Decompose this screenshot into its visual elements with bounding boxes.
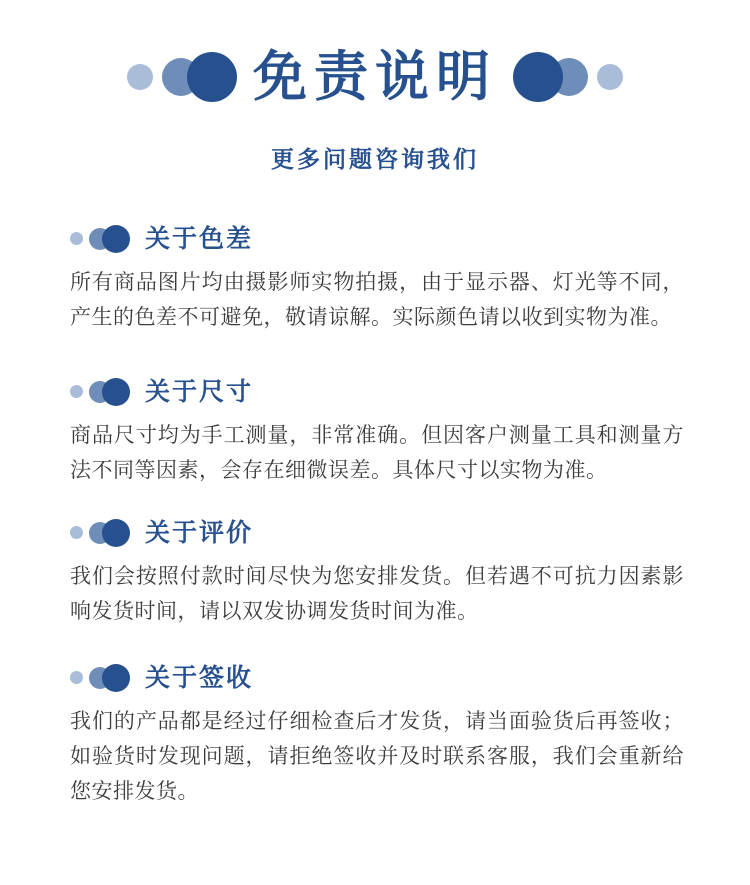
small-circle-icon [70,671,83,684]
section-title: 关于签收 [145,663,254,692]
section-heading [70,518,684,548]
section-body-text: 我们会按照付款时间尽快为您安排发货。但若遇不可抗力因素影响发货时间，请以双发协调发货时间为准。 [70,564,684,623]
section-heading [70,663,684,693]
section-title: 关于色差 [145,224,254,253]
small-circle-icon [127,64,153,90]
page-title: 免责说明 [253,47,497,107]
large-circle-icon [102,519,130,547]
section-review [70,518,684,629]
section-body-text: 商品尺寸均为手工测量，非常准确。但因客户测量工具和测量方法不同等因素，会存在细微误差。具体尺寸以实物为准。 [70,423,684,482]
large-circle-icon [102,378,130,406]
section-title: 关于尺寸 [145,377,254,406]
small-circle-icon [70,526,83,539]
title-row [0,47,750,107]
section-body-text: 所有商品图片均由摄影师实物拍摄，由于显示器、灯光等不同，产生的色差不可避免，敬请谅解。实际颜色请以收到实物为准。 [70,270,684,329]
section-body-text: 我们的产品都是经过仔细检查后才发货，请当面验货后再签收；如验货时发现问题，请拒绝签收并及时联系客服，我们会重新给您安排发货。 [70,709,684,803]
section-heading [70,224,684,254]
small-circle-icon [597,64,623,90]
section-size [70,377,684,488]
large-circle-icon [187,52,237,102]
section-title: 关于评价 [145,518,254,547]
large-circle-icon [102,664,130,692]
small-circle-icon [70,232,83,245]
title-left-dots-decoration [127,52,237,102]
large-circle-icon [102,225,130,253]
small-circle-icon [70,385,83,398]
title-right-dots-decoration [513,52,623,102]
large-circle-icon [513,52,563,102]
page-subtitle: 更多问题咨询我们 [271,146,479,172]
section-color-difference [70,224,684,335]
section-heading [70,377,684,407]
section-sign-for-receipt [70,663,684,809]
